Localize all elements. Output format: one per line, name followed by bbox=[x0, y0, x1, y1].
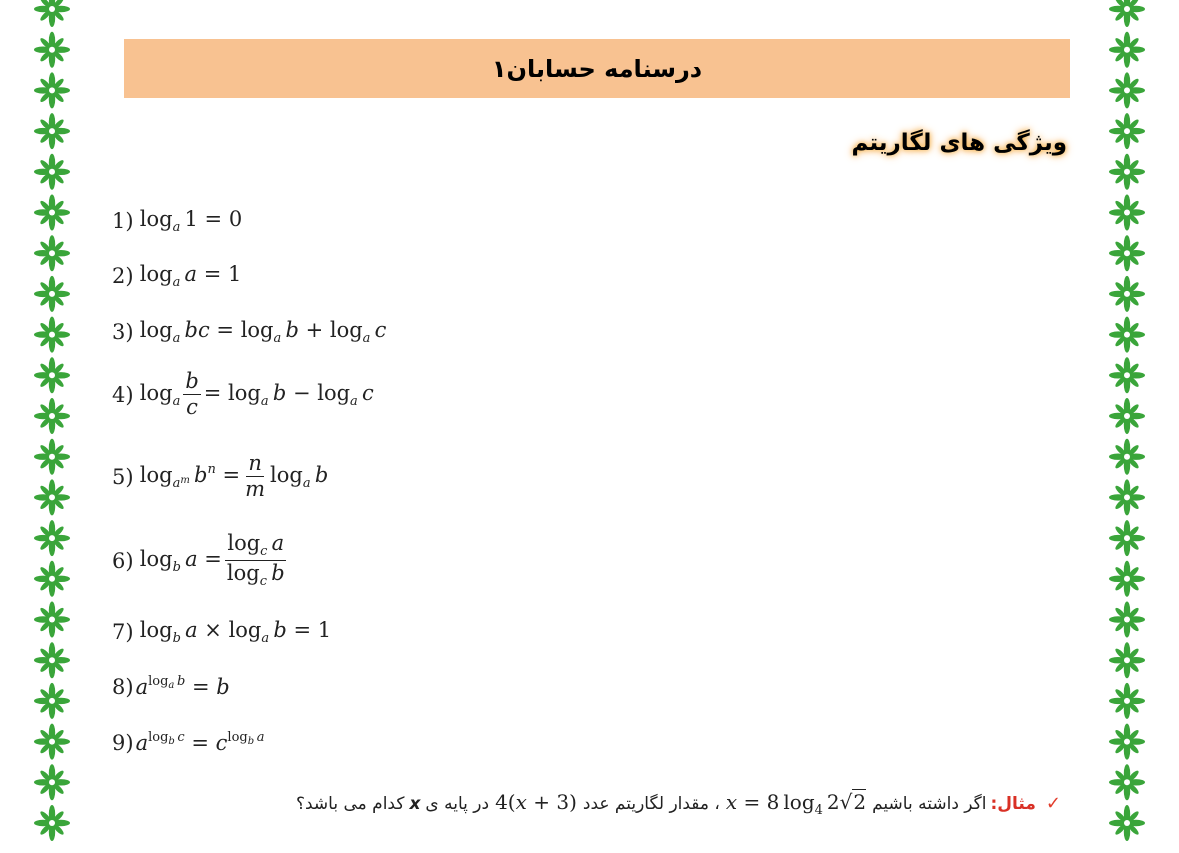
green-flower-icon bbox=[34, 357, 70, 393]
green-flower-icon bbox=[34, 561, 70, 597]
green-flower-icon bbox=[34, 276, 70, 312]
green-flower-icon bbox=[34, 72, 70, 108]
formula-number: 3) bbox=[112, 320, 134, 344]
example-number-expression: 4(x + 3) bbox=[495, 790, 577, 814]
green-flower-icon bbox=[1109, 805, 1145, 841]
formula-3: 3) $\log_a$ bc = $\log_a b + \log_a c$ bbox=[112, 318, 387, 346]
section-heading: ویژگی های لگاریتم bbox=[851, 130, 1067, 156]
formula-number: 8) bbox=[112, 674, 134, 699]
formula-number: 7) bbox=[112, 620, 134, 644]
green-flower-icon bbox=[1109, 235, 1145, 271]
formula-7: 7) $\log_b a \times \log_a b = 1$ bbox=[112, 618, 332, 646]
green-flower-icon bbox=[34, 764, 70, 800]
page-title: درسنامه حسابان۱ bbox=[491, 54, 703, 83]
example-text-b: ، مقدار لگاریتم عدد bbox=[582, 794, 720, 814]
floral-border-svg bbox=[22, 0, 82, 853]
green-flower-icon bbox=[34, 724, 70, 760]
green-flower-icon bbox=[34, 398, 70, 434]
formula-2: 2) $\log_a a = 1$ bbox=[112, 262, 242, 290]
green-flower-icon bbox=[34, 805, 70, 841]
formula-number: 1) bbox=[112, 209, 134, 233]
example-text-d: کدام می باشد؟ bbox=[295, 794, 405, 814]
green-flower-icon bbox=[1109, 479, 1145, 515]
formula-1: 1) $\log_a 1 = 0$ bbox=[112, 207, 243, 235]
green-flower-icon bbox=[1109, 72, 1145, 108]
green-flower-icon bbox=[1109, 317, 1145, 353]
green-flower-icon bbox=[34, 113, 70, 149]
green-flower-icon bbox=[1109, 195, 1145, 231]
formula-9: 9) $a^{log_b c} = c^{log_b a}$ bbox=[112, 730, 265, 755]
formula-6: 6) $\log_b a$ = $\frac{\log_c a}{\log_c b}$ bbox=[112, 531, 285, 590]
example-text-c: در پایه ی bbox=[425, 794, 490, 814]
formula-number: 9) bbox=[112, 730, 134, 755]
green-flower-icon bbox=[1109, 32, 1145, 68]
green-flower-icon bbox=[1109, 276, 1145, 312]
formula-5: 5) $\log_{a^m} b^n$ = $\frac{n}{m}$ $\log_a b$ bbox=[112, 451, 329, 502]
green-flower-icon bbox=[34, 0, 70, 27]
formula-number: 2) bbox=[112, 264, 134, 288]
green-flower-icon bbox=[1109, 602, 1145, 638]
green-flower-icon bbox=[34, 235, 70, 271]
formula-number: 6) bbox=[112, 548, 134, 573]
green-flower-icon bbox=[1109, 154, 1145, 190]
example-line bbox=[296, 790, 1061, 818]
example-variable: x bbox=[409, 794, 421, 814]
green-flower-icon bbox=[1109, 439, 1145, 475]
green-flower-icon bbox=[1109, 642, 1145, 678]
green-flower-icon bbox=[34, 683, 70, 719]
green-flower-icon bbox=[34, 195, 70, 231]
green-flower-icon bbox=[34, 317, 70, 353]
green-flower-icon bbox=[34, 479, 70, 515]
green-flower-icon bbox=[34, 602, 70, 638]
green-flower-icon bbox=[34, 32, 70, 68]
formula-4: 4) $\log_a$ $\frac{b}{c}$ = $\log_a b - \log_a c$ bbox=[112, 369, 374, 420]
example-text-a: اگر داشته باشیم bbox=[872, 794, 987, 814]
green-flower-icon bbox=[1109, 0, 1145, 27]
green-flower-icon bbox=[34, 520, 70, 556]
green-flower-icon bbox=[1109, 520, 1145, 556]
header-banner bbox=[124, 39, 1070, 98]
formula-8: 8) $a^{log_a b} = b$ bbox=[112, 674, 230, 699]
formula-number: 4) bbox=[112, 382, 134, 407]
green-flower-icon bbox=[1109, 764, 1145, 800]
green-flower-icon bbox=[34, 439, 70, 475]
green-flower-icon bbox=[1109, 561, 1145, 597]
right-floral-border bbox=[1097, 0, 1157, 853]
floral-border-svg bbox=[1097, 0, 1157, 853]
checkmark-icon: ✓ bbox=[1045, 793, 1061, 814]
green-flower-icon bbox=[1109, 113, 1145, 149]
formula-number: 5) bbox=[112, 464, 134, 489]
green-flower-icon bbox=[1109, 357, 1145, 393]
left-floral-border bbox=[22, 0, 82, 853]
example-label: مثال: bbox=[990, 794, 1036, 814]
green-flower-icon bbox=[34, 642, 70, 678]
green-flower-icon bbox=[1109, 398, 1145, 434]
green-flower-icon bbox=[1109, 683, 1145, 719]
green-flower-icon bbox=[1109, 724, 1145, 760]
green-flower-icon bbox=[34, 154, 70, 190]
example-equation: x = 8 $\log_4 2√2$ bbox=[725, 790, 867, 818]
